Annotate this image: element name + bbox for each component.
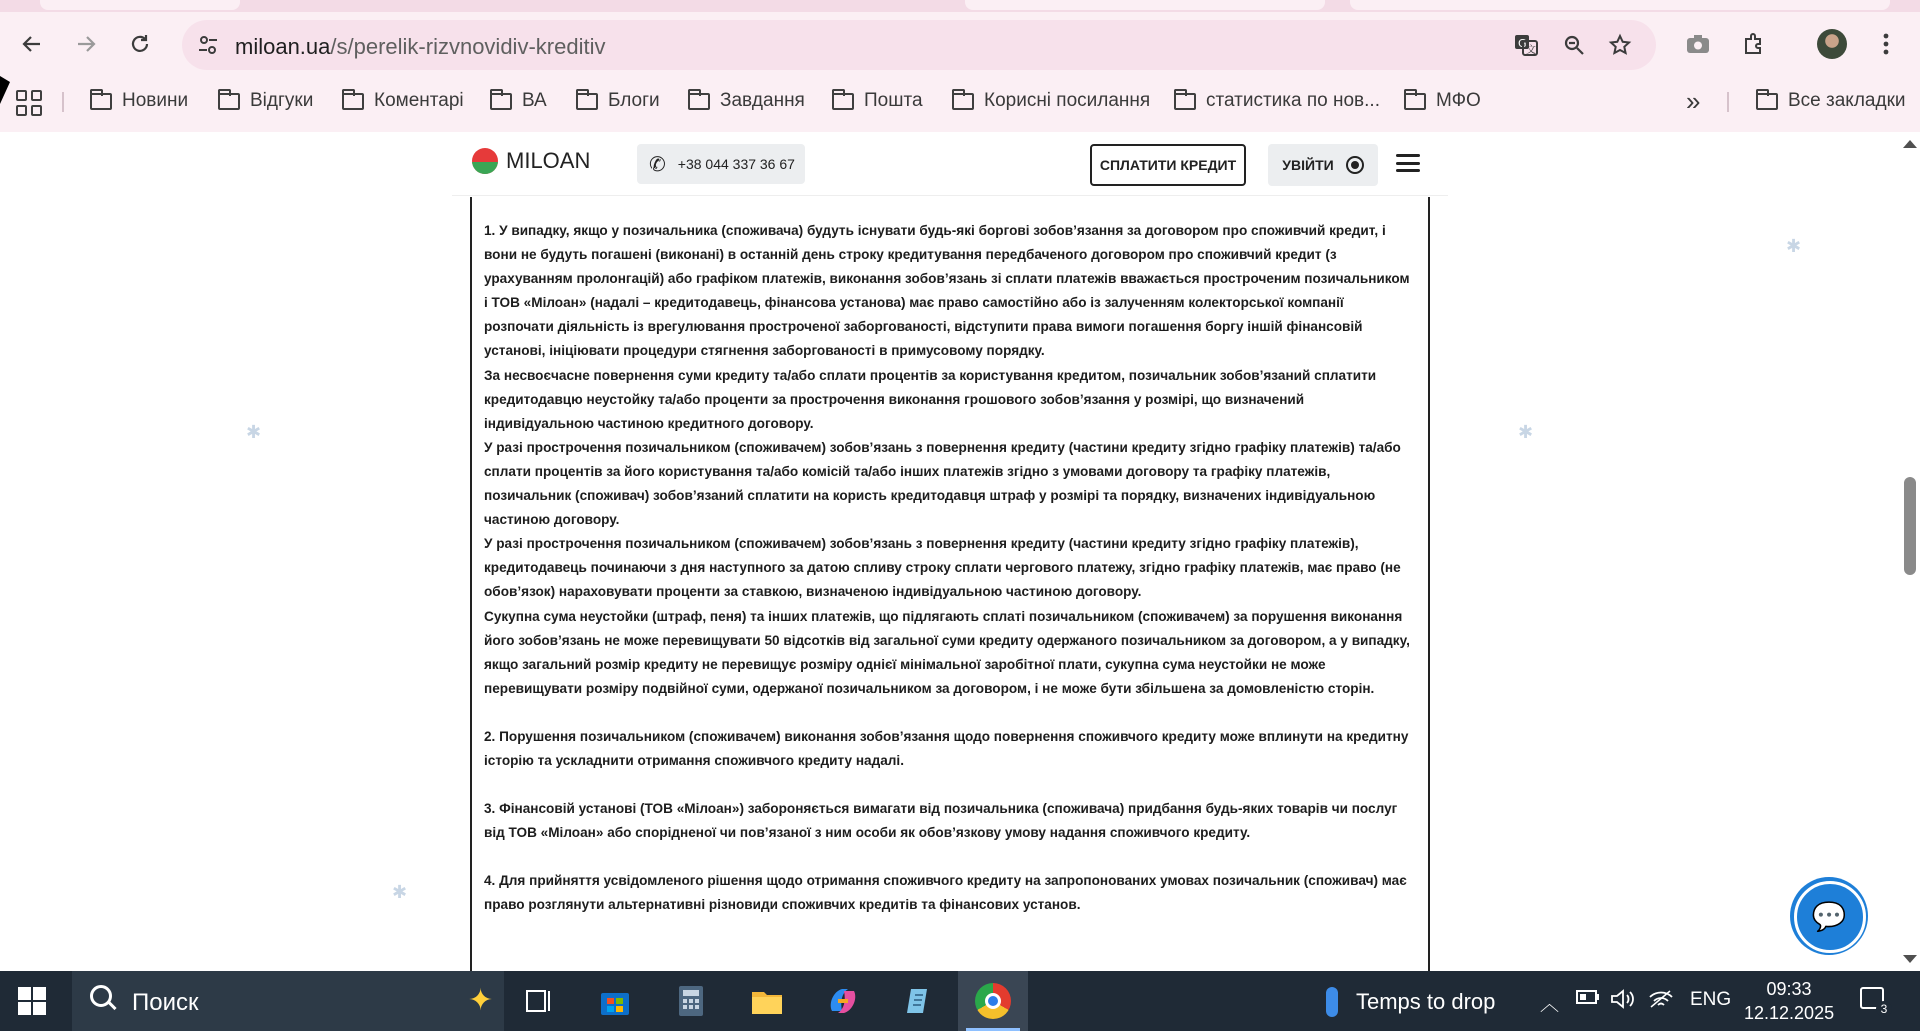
task-view-icon[interactable] [518,981,560,1021]
notification-count-badge: 3 [1876,1001,1892,1017]
snowflake-icon: ✱ [246,422,262,442]
chat-widget-button[interactable] [1790,877,1868,955]
scroll-up-arrow-icon[interactable] [1903,140,1917,148]
weather-widget[interactable] [1326,987,1495,1017]
url-host: miloan.ua [235,34,331,59]
scroll-down-arrow-icon[interactable] [1903,955,1917,963]
chrome-icon [975,983,1011,1019]
apps-grid-icon[interactable] [16,90,42,116]
hamburger-menu-icon[interactable] [1396,154,1420,172]
tab[interactable] [1350,0,1890,10]
folder-icon [952,93,974,110]
thermometer-icon [1326,987,1338,1017]
bookmarks-bar [0,80,1920,122]
wifi-icon[interactable] [1648,989,1674,1015]
back-icon[interactable] [14,26,50,62]
url-path: /s/perelik-rizvnovidiv-kreditiv [330,34,606,59]
search-label: Поиск [132,989,199,1016]
bookmark-label: Пошта [864,90,923,111]
bookmarks-separator [1727,92,1729,112]
paragraph: 3. Фінансовій установі (ТОВ «Мілоан») забороняється вимагати від позичальника (споживача) придбання будь-яких товарів чи послуг від ТОВ «Мілоан» або спорідненої чи пов’язаної з ним особи як обов’язкову умову надання споживчого кредиту. [484,801,1398,841]
bookmark-label: Блоги [608,90,660,111]
folder-icon [218,93,240,110]
logo-text: MILOAN [506,148,591,173]
site-logo[interactable] [472,148,590,174]
all-bookmarks-label: Все закладки [1788,90,1906,111]
chrome-taskbar-button[interactable] [958,971,1028,1031]
forward-icon[interactable] [68,26,104,62]
copilot-icon[interactable] [822,981,864,1021]
snowflake-icon: ✱ [1518,422,1534,442]
folder-icon [688,93,710,110]
battery-icon[interactable] [1576,989,1600,1011]
language-indicator[interactable]: ENG [1690,989,1732,1010]
site-settings-icon[interactable] [196,33,220,57]
tab[interactable] [40,0,240,10]
page-scrollbar[interactable] [1898,132,1920,971]
login-button[interactable] [1268,144,1378,186]
notepad-icon[interactable] [898,981,940,1021]
user-icon [1346,156,1364,174]
bookmark-label: ВА [522,90,547,111]
login-label: УВІЙТИ [1282,157,1334,173]
reload-icon[interactable] [122,26,158,62]
tab[interactable] [965,0,1325,10]
paragraph: У разі прострочення позичальником (споживачем) зобов’язань з повернення кредиту (частини кредиту згідно графіку платежів), кредитодавець починаючи з дня наступного за датою спливу строку сплати чергового платежу, згідно графіку платежів, має право (не обов’язок) нараховувати проценти за ставкою, визначеною індивідуальною частиною договору. [484,536,1401,600]
browser-toolbar [0,12,1920,78]
extensions-icon[interactable] [1736,26,1772,62]
bookmarks-separator [62,92,64,112]
svg-text:G: G [1518,37,1527,50]
url-text[interactable] [235,34,605,60]
folder-icon [342,93,364,110]
search-icon [90,985,112,1007]
bookmark-folder[interactable] [90,88,188,114]
bookmark-label: Новини [122,90,189,111]
mouse-cursor [0,76,10,104]
folder-icon [832,93,854,110]
translate-icon[interactable] [1512,31,1540,59]
bookmark-folder[interactable] [490,88,547,114]
bookmark-label: Коментарі [374,90,464,111]
bookmark-folder[interactable] [952,88,1150,114]
folder-icon [90,93,112,110]
snowflake-icon: ✱ [1786,236,1802,256]
show-hidden-icons-chevron-icon[interactable]: ︿ [1540,994,1560,1015]
system-clock[interactable] [1744,977,1834,1025]
menu-dots-icon[interactable] [1868,26,1904,62]
windows-start-icon[interactable] [18,987,46,1015]
bookmark-folder[interactable] [832,88,923,114]
bookmark-folder[interactable] [1174,88,1380,114]
file-explorer-icon[interactable] [746,981,788,1021]
scroll-thumb[interactable] [1904,477,1916,575]
all-bookmarks-button[interactable] [1756,88,1906,114]
paragraph: 1. У випадку, якщо у позичальника (споживача) будуть існувати будь-які боргові зобов’язання за договором про споживчий кредит, і вони не будуть погашені (виконані) в останній день строку кредитування передбаченого договором про споживчий кредит (з урахуванням пролонгацій) або графіком платежів, виконання зобов’язань зі сплати платежів вважається простроченим позичальником і ТОВ «Мілоан» (надалі – кредитодавець, фінансова установа) має право самостійно або із залученням колекторської компанії розпочати діяльність із врегулювання простроченої заборгованості, відступити права вимоги погашення боргу іншій фінансовій установі, ініціювати процедури стягнення заборгованості в примусовому порядку. [484,223,1410,359]
snowflake-icon: ✱ [392,882,408,902]
clock-time: 09:33 [1766,979,1812,999]
tab-strip [0,0,1920,12]
chat-icon: 💬 [1811,900,1847,932]
site-header [452,132,1448,196]
bookmark-label: МФО [1436,90,1481,111]
zoom-icon[interactable] [1560,31,1588,59]
folder-icon [490,93,512,110]
copilot-sparkle-icon: ✦ [468,984,494,1017]
svg-text:文: 文 [1526,45,1536,56]
microsoft-store-icon[interactable] [594,981,636,1021]
bookmark-label: Відгуки [250,90,314,111]
bookmark-label: Корисні посилання [984,90,1151,111]
pay-credit-button[interactable]: СПЛАТИТИ КРЕДИТ [1090,144,1246,186]
phone-button[interactable] [637,144,805,184]
browser-chrome [0,0,1920,132]
bookmarks-overflow-button[interactable]: » [1686,85,1701,116]
paragraph: У разі прострочення позичальником (споживачем) зобов’язань з повернення кредиту (частини кредиту згідно графіку платежів) та/або сплати процентів за його користування та/або комісій та/або інших платежів згідно з умовами договору та графіку платежів, позичальник (споживач) зобов’язаний сплатити на користь кредитодавця штраф у розмірі та порядку, визначених індивідуальною частиною договору. [484,439,1401,528]
bookmark-folder[interactable] [218,88,313,114]
address-bar[interactable] [182,20,1656,70]
screenshot-icon[interactable] [1680,26,1716,62]
phone-number: +38 044 337 36 67 [677,156,795,172]
taskbar-search[interactable] [72,971,504,1031]
paragraph: За несвоєчасне повернення суми кредиту та/або сплати процентів за користування кредитом, позичальник зобов’язаний сплатити кредитодавцю неустойку та/або проценти за прострочення виконання грошового зобов’язання у розмірі, що визначений індивідуальною частиною кредитного договору. [484,367,1377,431]
bookmark-folder[interactable] [1404,88,1481,114]
page-viewport [0,132,1920,971]
watermelon-logo-icon [472,148,498,174]
paragraph: Сукупна сума неустойки (штраф, пеня) та інших платежів, що підлягають сплаті позичальником (споживачем) за порушення виконання його зобов’язань не може перевищувати 50 відсотків від загальної суми кредиту одержаного позичальником за договором, а у випадку, якщо загальний розмір кредиту не перевищує розміру однієї мінімальної заробітної плати, сукупна сума неустойки не може перевищувати розміру подвійної суми, одержаної позичальником за договором, і не може бути збільшена за домовленістю сторін. [484,608,1410,696]
bookmark-folder[interactable] [342,88,464,114]
bookmark-folder[interactable] [688,88,805,114]
paragraph: 2. Порушення позичальником (споживачем) виконання зобов’язання щодо повернення споживчого кредиту може вплинути на кредитну історію та ускладнити отримання споживчого кредиту надалі. [484,728,1409,768]
calculator-icon[interactable] [670,981,712,1021]
bookmark-label: статистика по нов... [1206,90,1380,111]
terms-content [470,197,1430,971]
bookmark-label: Завдання [720,90,805,111]
folder-icon [1174,93,1196,110]
paragraph: 4. Для прийняття усвідомленого рішення щодо отримання споживчого кредиту на запропонованих умовах позичальник (споживач) має право розглянути альтернативні різновиди споживчих кредитів та фінансових установ. [484,873,1407,913]
folder-icon [1404,93,1426,110]
bookmark-folder[interactable] [576,88,660,114]
volume-icon[interactable] [1610,989,1636,1015]
folder-icon [1756,93,1778,110]
star-icon[interactable] [1606,31,1634,59]
folder-icon [576,93,598,110]
phone-icon: ✆ [649,153,666,176]
weather-text: Temps to drop [1356,989,1496,1014]
windows-taskbar [0,971,1920,1031]
clock-date: 12.12.2025 [1744,1003,1835,1023]
profile-avatar[interactable] [1814,26,1850,62]
